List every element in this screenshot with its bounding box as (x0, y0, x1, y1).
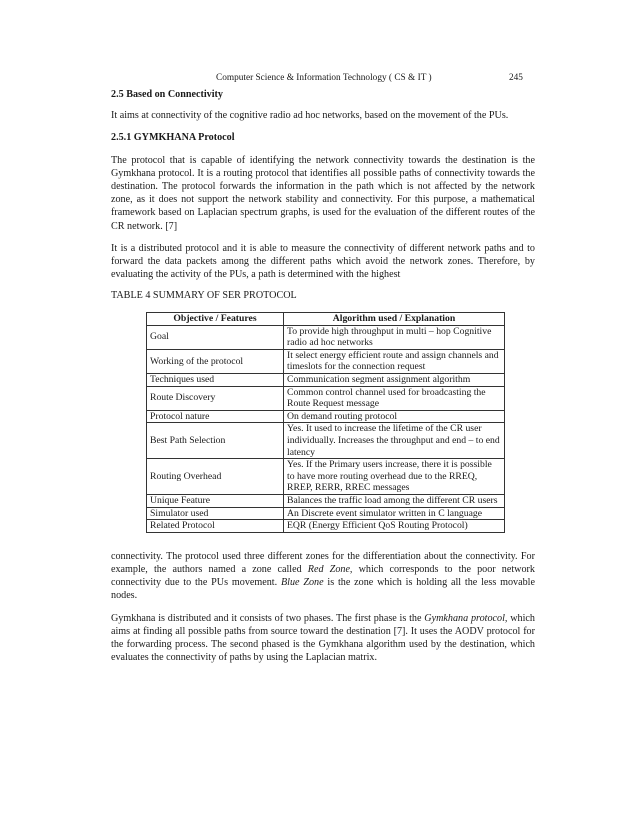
table-row (147, 507, 505, 520)
table-cell: An Discrete event simulator written in C language (284, 507, 505, 520)
table-cell: Routing Overhead (147, 459, 284, 495)
blue-zone-term: Blue Zone (280, 577, 324, 589)
table-cell: Communication segment assignment algorithm (284, 374, 505, 387)
table-cell: On demand routing protocol (284, 410, 505, 423)
summary-table (146, 312, 505, 533)
paragraph-3-text-a: connectivity. The protocol used three different zones for the differentiation about the connectivity. For example, the authors named a zone called (111, 550, 535, 575)
table-cell: Best Path Selection (147, 423, 284, 459)
table-cell: Working of the protocol (147, 349, 284, 373)
paragraph-4-text-b: which aims at finding all possible paths from source toward the destination [7]. It uses the AODV protocol for the forwarding process. The second phased is the Gymkhana algorithm used by the destination, which evaluates the connectivity of paths by using the Laplacian matrix. (111, 612, 535, 664)
table-row (147, 374, 505, 387)
column-header: Algorithm used / Explanation (284, 312, 505, 325)
paragraph-4-text-a: Gymkhana is distributed and it consists of two phases. The first phase is the (111, 612, 425, 624)
section-intro: It aims at connectivity of the cognitive radio ad hoc networks, based on the movement of the PUs. (111, 110, 509, 122)
table-cell: Yes. It used to increase the lifetime of the CR user individually. Increases the throughput and end – to end latency (284, 423, 505, 459)
running-header (0, 71, 638, 85)
table-row (147, 459, 505, 495)
subsection-heading: 2.5.1 GYMKHANA Protocol (111, 132, 235, 144)
table-caption: TABLE 4 SUMMARY OF SER PROTOCOL (111, 290, 297, 302)
column-header: Objective / Features (147, 312, 284, 325)
paragraph-2: It is a distributed protocol and it is able to measure the connectivity of different network paths and to forward the data packets among the different paths which avoid the network zones. Therefore, by evaluating the activity of the PUs, a path is determined with the highest (111, 242, 535, 281)
paragraph-3-text-c: is the zone which is holding all the less movable nodes. (111, 577, 535, 602)
table-row (147, 410, 505, 423)
table-row (147, 494, 505, 507)
table-cell: Protocol nature (147, 410, 284, 423)
red-zone-term: Red Zone, (307, 563, 353, 575)
table-cell: EQR (Energy Efficient QoS Routing Protocol) (284, 520, 505, 533)
section-heading: 2.5 Based on Connectivity (111, 89, 223, 100)
table-header-row (147, 312, 505, 325)
table-cell: To provide high throughput in multi – hop Cognitive radio ad hoc networks (284, 325, 505, 349)
table-cell: Balances the traffic load among the different CR users (284, 494, 505, 507)
paragraph-1: The protocol that is capable of identifying the network connectivity towards the destination is the Gymkhana protocol. It is a routing protocol that identifies all possible paths of connectivity towards the destination. The protocol forwards the information in the path which is not affected by the network zone, as it does not support the network stability and connectivity. For this purpose, a mathematical framework based on Laplacian spectrum graphs, is used for the evaluation of the different routes of the CR network. [7] (111, 154, 535, 232)
table-cell: It select energy efficient route and assign channels and timeslots for the connection request (284, 349, 505, 373)
page-number: 245 (509, 73, 523, 83)
table-cell: Yes. If the Primary users increase, there it is possible to have more routing overhead due to the RREQ, RREP, RERR, RREC messages (284, 459, 505, 495)
paragraph-3-text-b: which corresponds to the poor network connectivity due to the PUs movement. (111, 563, 535, 589)
table-cell: Unique Feature (147, 494, 284, 507)
table-cell: Simulator used (147, 507, 284, 520)
table-row (147, 423, 505, 459)
table-cell: Techniques used (147, 374, 284, 387)
table-row (147, 386, 505, 410)
table-row (147, 325, 505, 349)
table-cell: Goal (147, 325, 284, 349)
table-cell: Related Protocol (147, 520, 284, 533)
paragraph-4 (111, 612, 535, 665)
table-row (147, 349, 505, 373)
table-cell: Route Discovery (147, 386, 284, 410)
table-row (147, 520, 505, 533)
gymkhana-protocol-term: Gymkhana protocol, (424, 612, 508, 624)
paragraph-3 (111, 550, 535, 603)
page-body (111, 88, 535, 664)
running-title: Computer Science & Information Technology ( CS & IT ) (216, 73, 432, 83)
table-cell: Common control channel used for broadcasting the Route Request message (284, 386, 505, 410)
